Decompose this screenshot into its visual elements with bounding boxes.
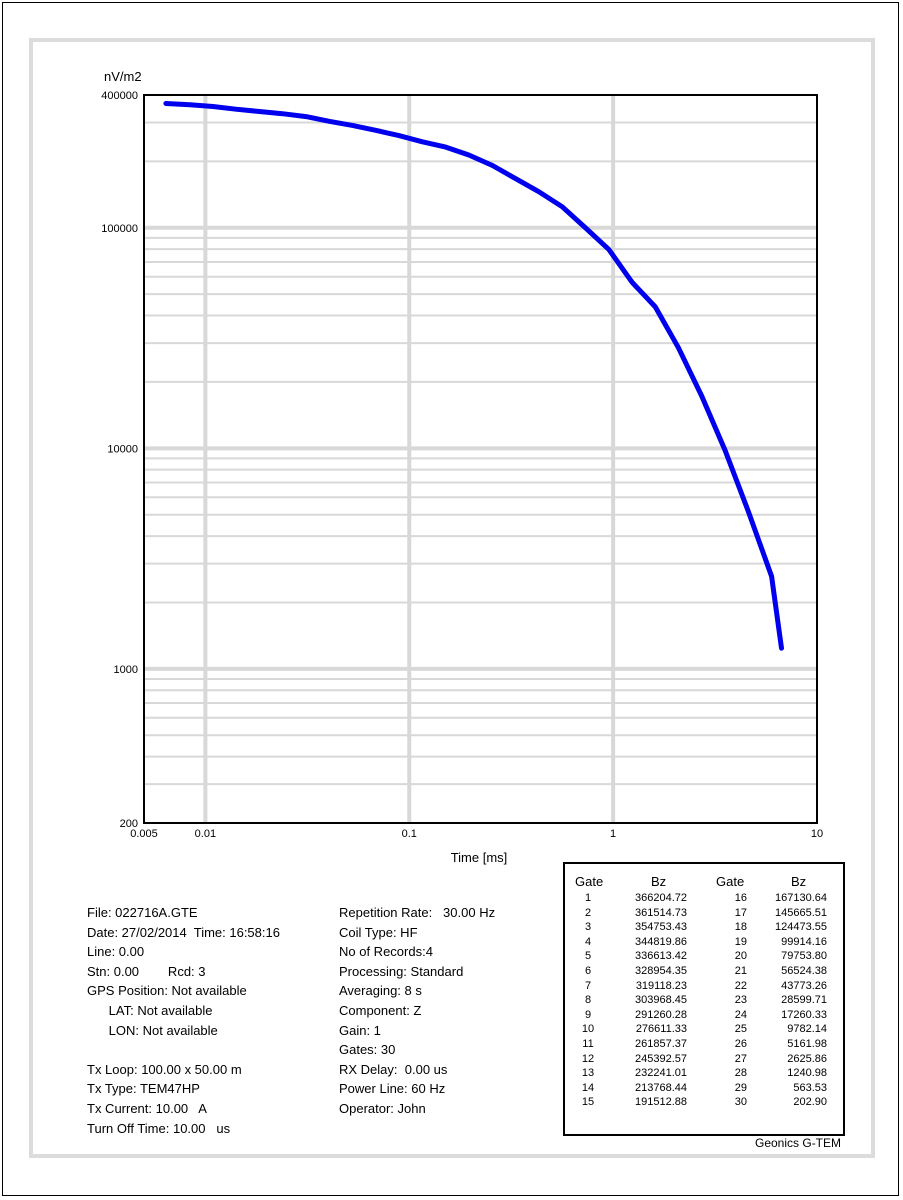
gate-number: 27 — [734, 1052, 747, 1065]
gate-number: 4 — [584, 935, 592, 948]
table-row — [565, 936, 843, 951]
gate-number: 16 — [734, 892, 747, 904]
info-line: No of Records:4 — [339, 944, 433, 960]
info-line: Gates: 30 — [339, 1042, 396, 1058]
info-line: RX Delay: 0.00 us — [339, 1061, 448, 1077]
gate-number: 10 — [581, 1023, 595, 1036]
table-row — [565, 994, 843, 1009]
info-line: Tx Type: TEM47HP — [87, 1081, 200, 1097]
bz-value: 2625.86 — [787, 1052, 827, 1065]
table-row — [565, 1053, 843, 1068]
bz-header-2: Bz — [791, 874, 807, 889]
info-line: Line: 0.00 — [87, 944, 145, 960]
bz-value: 191512.88 — [635, 1096, 687, 1109]
info-line: Averaging: 8 s — [339, 983, 422, 999]
x-tick-label: 1 — [610, 828, 617, 840]
gate-header-2: Gate — [716, 874, 745, 889]
bz-value: 336613.42 — [635, 950, 687, 963]
table-row — [565, 1038, 843, 1053]
gate-table — [563, 862, 845, 1136]
gate-number: 24 — [734, 1008, 747, 1021]
info-line: Tx Current: 10.00 A — [87, 1100, 207, 1116]
table-row — [565, 965, 843, 980]
info-line: File: 022716A.GTE — [87, 905, 198, 920]
gate-number: 21 — [734, 965, 747, 977]
gate-number: 19 — [734, 935, 747, 948]
gate-number: 15 — [581, 1096, 595, 1109]
y-axis-label: nV/m2 — [104, 69, 142, 84]
bz-value: 167130.64 — [775, 892, 827, 904]
bz-value: 354753.43 — [635, 921, 687, 934]
bz-value: 145665.51 — [775, 906, 827, 919]
info-line — [87, 1040, 280, 1060]
bz-value: 1240.98 — [787, 1067, 827, 1080]
table-row — [565, 921, 843, 936]
gate-number: 2 — [584, 906, 592, 919]
y-tick-label: 100000 — [101, 222, 138, 235]
bz-value: 245392.57 — [635, 1052, 687, 1065]
gate-number: 26 — [734, 1038, 747, 1050]
gate-number: 23 — [734, 994, 747, 1007]
x-tick-label: 0.01 — [194, 828, 217, 840]
info-line: LON: Not available — [87, 1022, 218, 1038]
bz-value: 79753.80 — [781, 950, 827, 963]
bz-value: 291260.28 — [635, 1008, 687, 1021]
bz-value: 328954.35 — [635, 965, 687, 977]
bz-value: 5161.98 — [787, 1038, 827, 1050]
bz-value: 28599.71 — [781, 994, 827, 1007]
bz-value: 124473.55 — [775, 921, 827, 934]
info-line: Power Line: 60 Hz — [339, 1081, 446, 1097]
table-row — [565, 1009, 843, 1024]
grid-lines — [144, 95, 817, 823]
bz-value: 366204.72 — [635, 892, 687, 904]
gate-number: 3 — [584, 921, 592, 934]
bz-value: 563.53 — [793, 1081, 827, 1094]
gate-number: 6 — [584, 965, 592, 977]
gate-number: 8 — [584, 994, 592, 1007]
gate-number: 18 — [734, 921, 747, 934]
gate-number: 14 — [581, 1081, 595, 1094]
table-row — [565, 950, 843, 965]
gate-number: 9 — [584, 1008, 592, 1021]
gate-header-1: Gate — [575, 874, 604, 889]
info-line: Coil Type: HF — [339, 924, 418, 940]
bz-value: 9782.14 — [787, 1023, 827, 1036]
gate-number: 30 — [734, 1096, 747, 1109]
gate-number: 13 — [581, 1067, 595, 1080]
y-tick-labels — [101, 90, 138, 830]
bz-value: 43773.26 — [781, 979, 827, 992]
y-tick-label: 400000 — [101, 90, 138, 102]
info-line: Operator: John — [339, 1100, 426, 1116]
info-line: GPS Position: Not available — [87, 983, 247, 999]
series-bz — [166, 104, 782, 649]
gate-number: 17 — [734, 906, 747, 919]
bz-header-1: Bz — [651, 874, 667, 889]
bz-value: 202.90 — [793, 1096, 827, 1109]
gate-number: 20 — [734, 950, 747, 963]
gate-number: 25 — [734, 1023, 747, 1036]
gate-number: 29 — [734, 1081, 747, 1094]
bz-value: 213768.44 — [635, 1081, 687, 1094]
y-tick-label: 10000 — [107, 443, 138, 456]
gate-number: 12 — [581, 1052, 595, 1065]
gate-number: 7 — [584, 979, 592, 992]
x-tick-label: 0.005 — [130, 828, 158, 840]
table-row — [565, 1023, 843, 1038]
x-tick-labels — [130, 828, 823, 840]
info-line: Processing: Standard — [339, 963, 464, 979]
gate-number: 11 — [582, 1038, 594, 1050]
bz-value: 276611.33 — [635, 1023, 687, 1036]
info-line: Tx Loop: 100.00 x 50.00 m — [87, 1061, 242, 1077]
x-tick-label: 0.1 — [401, 828, 417, 840]
table-row — [565, 980, 843, 995]
table-row — [565, 1096, 843, 1111]
bz-value: 319118.23 — [635, 979, 687, 992]
gate-number: 22 — [734, 979, 747, 992]
y-tick-label: 200 — [119, 818, 138, 830]
info-line: Component: Z — [339, 1002, 422, 1018]
table-row — [565, 1067, 843, 1082]
info-line: Gain: 1 — [339, 1022, 381, 1038]
bz-value: 361514.73 — [635, 906, 687, 919]
bz-value: 261857.37 — [635, 1038, 687, 1050]
bz-value: 56524.38 — [781, 965, 827, 977]
survey-info-right — [339, 903, 495, 1119]
x-tick-label: 10 — [810, 828, 824, 840]
y-tick-label: 1000 — [113, 663, 138, 676]
series-line — [166, 104, 782, 649]
info-line: Stn: 0.00 Rcd: 3 — [87, 963, 206, 979]
gate-number: 1 — [584, 892, 592, 904]
bz-value: 17260.33 — [781, 1008, 827, 1021]
gate-number: 5 — [584, 950, 592, 963]
x-axis-label: Time [ms] — [450, 850, 508, 865]
table-row — [565, 907, 843, 922]
info-line: Repetition Rate: 30.00 Hz — [339, 905, 496, 920]
info-line: Date: 27/02/2014 Time: 16:58:16 — [87, 924, 280, 940]
info-line: LAT: Not available — [87, 1002, 213, 1018]
table-row — [565, 892, 843, 907]
bz-value: 303968.45 — [635, 994, 687, 1007]
gate-number: 28 — [734, 1067, 747, 1080]
bz-value: 344819.86 — [635, 935, 687, 948]
bz-value: 99914.16 — [781, 935, 827, 948]
survey-info-left — [87, 903, 280, 1138]
table-row — [565, 1082, 843, 1097]
info-line: Turn Off Time: 10.00 us — [87, 1120, 231, 1136]
bz-value: 232241.01 — [635, 1067, 687, 1080]
brand-label: Geonics G-TEM — [755, 1136, 842, 1150]
